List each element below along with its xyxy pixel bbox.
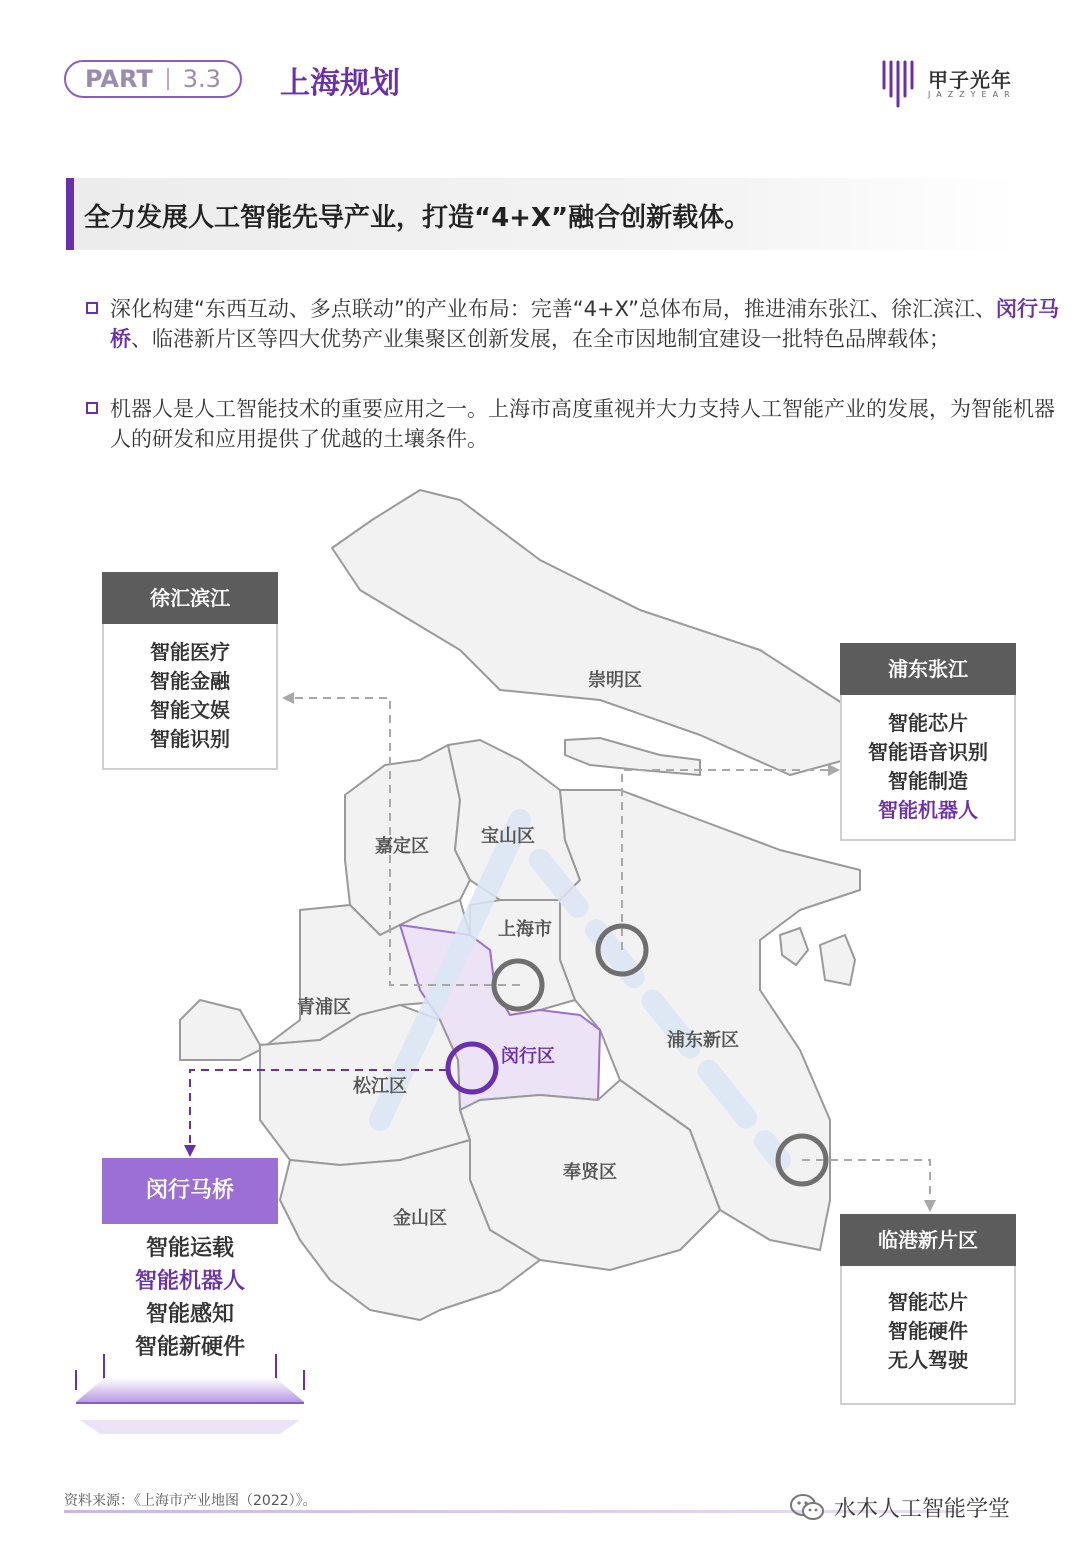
info-box-item: 智能硬件 bbox=[888, 1319, 968, 1343]
info-box-item: 智能医疗 bbox=[150, 640, 230, 664]
info-box-item: 智能文娱 bbox=[150, 698, 230, 722]
info-box-item: 无人驾驶 bbox=[888, 1348, 968, 1372]
info-box-title: 临港新片区 bbox=[840, 1214, 1016, 1266]
info-box-title: 浦东张江 bbox=[840, 643, 1016, 695]
label-pudong: 浦东新区 bbox=[667, 1030, 739, 1051]
wechat-icon bbox=[790, 1494, 824, 1522]
podium-decoration-icon bbox=[70, 1350, 310, 1440]
info-box-item-accent: 智能机器人 bbox=[134, 1269, 245, 1294]
label-shanghai: 上海市 bbox=[498, 919, 552, 940]
info-box-zhangjiang bbox=[840, 643, 1016, 841]
label-jiading: 嘉定区 bbox=[375, 836, 429, 857]
source-note: 资料来源：《上海市产业地图（2022）》。 bbox=[64, 1493, 317, 1509]
bullet-text: 机器人是人工智能技术的重要应用之一。上海市高度重视并大力支持人工智能产业的发展，为智能机器人的研发和应用提供了优越的土壤条件。 bbox=[110, 397, 1055, 451]
label-chongming: 崇明区 bbox=[588, 670, 642, 691]
section-banner bbox=[66, 178, 1016, 250]
info-box-item: 智能识别 bbox=[150, 727, 230, 751]
district-chongming bbox=[332, 490, 845, 775]
info-box-item: 智能语音识别 bbox=[868, 740, 988, 764]
part-label: PART bbox=[85, 65, 153, 93]
banner-accent-bar bbox=[66, 178, 74, 250]
label-baoshan: 宝山区 bbox=[481, 826, 535, 847]
square-bullet-icon bbox=[86, 402, 98, 414]
part-number: 3.3 bbox=[182, 65, 221, 93]
info-box-xuhui bbox=[102, 572, 278, 770]
square-bullet-icon bbox=[86, 302, 98, 314]
bullet-highlight: 闵行马桥 bbox=[110, 297, 1060, 351]
info-box-item: 智能金融 bbox=[150, 669, 230, 693]
info-box-item: 智能芯片 bbox=[888, 1290, 968, 1314]
logo-text: 甲子光年 bbox=[928, 68, 1012, 92]
label-jinshan: 金山区 bbox=[393, 1208, 447, 1229]
part-badge bbox=[64, 60, 242, 98]
info-box-title: 闵行马桥 bbox=[102, 1158, 278, 1224]
logo-subtitle: JAZZYEAR bbox=[928, 90, 1016, 99]
district-changxing-island bbox=[565, 738, 700, 775]
label-minhang: 闵行区 bbox=[501, 1046, 555, 1067]
wechat-account bbox=[790, 1492, 1010, 1523]
label-songjiang: 松江区 bbox=[353, 1076, 407, 1097]
info-box-item: 智能感知 bbox=[145, 1302, 234, 1327]
label-fengxian: 奉贤区 bbox=[563, 1162, 617, 1183]
bullet-text: 、临港新片区等四大优势产业集聚区创新发展，在全市因地制宜建设一批特色品牌载体； bbox=[131, 327, 950, 351]
banner-text: 全力发展人工智能先导产业，打造“4+X”融合创新载体。 bbox=[84, 203, 751, 233]
wechat-account-name: 水木人工智能学堂 bbox=[834, 1497, 1011, 1522]
bullet-text: 深化构建“东西互动、多点联动”的产业布局：完善“4+X”总体布局，推进浦东张江、徐汇滨江、 bbox=[110, 297, 997, 321]
info-box-title: 徐汇滨江 bbox=[102, 572, 278, 624]
info-box-item: 智能制造 bbox=[888, 769, 968, 793]
info-box-item: 智能新硬件 bbox=[134, 1335, 245, 1360]
info-box-item-accent: 智能机器人 bbox=[878, 798, 978, 822]
label-qingpu: 青浦区 bbox=[297, 997, 351, 1018]
info-box-item: 智能运载 bbox=[145, 1236, 234, 1261]
page-title: 上海规划 bbox=[280, 66, 400, 101]
info-box-item: 智能芯片 bbox=[888, 711, 968, 735]
part-divider bbox=[167, 68, 169, 90]
info-box-maqiao bbox=[102, 1158, 278, 1364]
bullet-item bbox=[86, 294, 1061, 354]
bullet-item bbox=[86, 394, 1061, 454]
info-box-lingang bbox=[840, 1214, 1016, 1405]
